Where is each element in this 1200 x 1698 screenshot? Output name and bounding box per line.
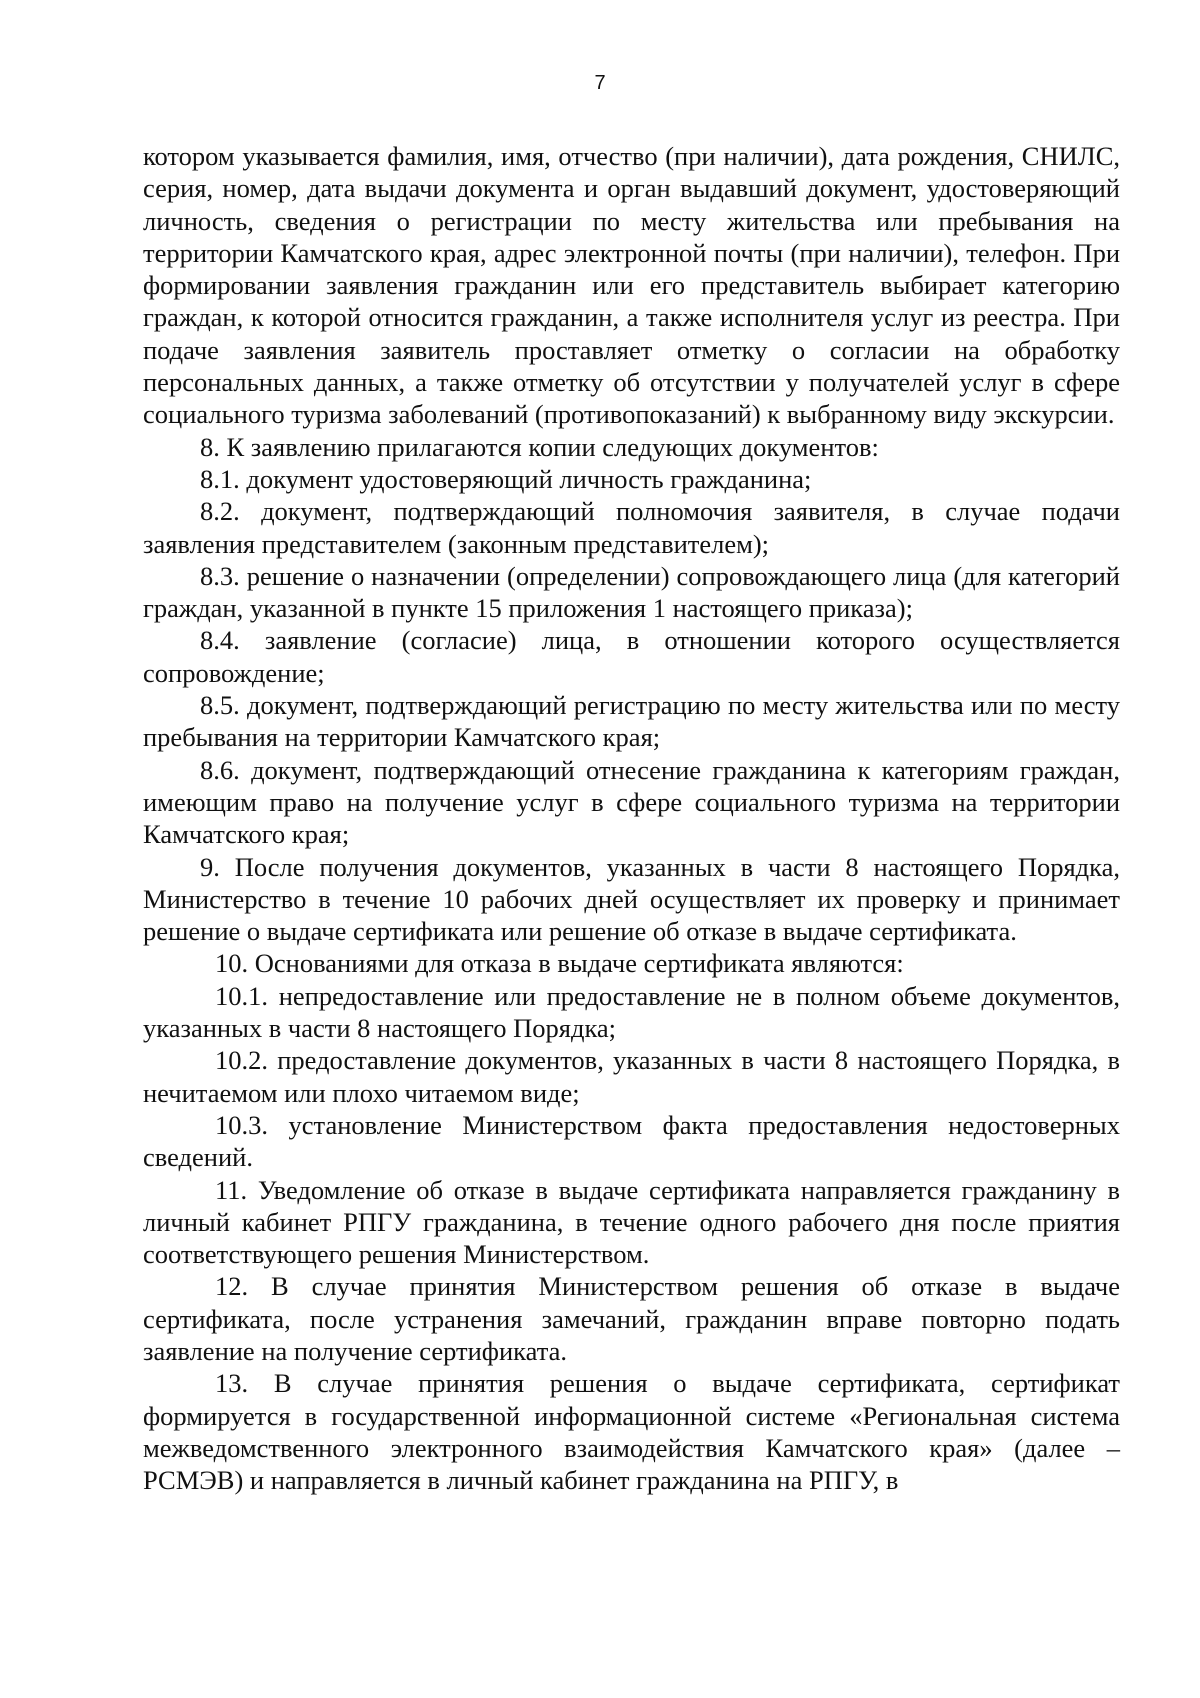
paragraph-item-8-5: 8.5. документ, подтверждающий регистрацию по месту жительства или по месту пребывания на территории Камчатского края; bbox=[143, 690, 1120, 753]
paragraph-item-8-6: 8.6. документ, подтверждающий отнесение гражданина к категориям граждан, имеющим право на получение услуг в сфере социального туризма на территории Камчатского края; bbox=[143, 754, 1120, 850]
paragraph-item-8-3: 8.3. решение о назначении (определении) сопровождающего лица (для категорий граждан, указанной в пункте 15 приложения 1 настоящего приказа); bbox=[143, 560, 1120, 624]
paragraph-continuation: котором указывается фамилия, имя, отчество (при наличии), дата рождения, СНИЛС, серия, номер, дата выдачи документа и орган выдавший документ, удостоверяющий личность, сведения о регистрации по месту жительства или пребывания на территории Камчатского края, адрес электронной почты (при наличии), телефон. При формировании заявления гражданин или его представитель выбирает категорию граждан, к которой относится гражданин, а также исполнителя услуг из реестра. При подаче заявления заявитель проставляет отметку о согласии на обработку персональных данных, а также отметку об отсутствии у получателей услуг в сфере социального туризма заболеваний (противопоказаний) к выбранному виду экскурсии. bbox=[143, 141, 1120, 430]
document-body bbox=[143, 140, 1120, 1496]
paragraph-item-10: 10. Основаниями для отказа в выдаче сертификата являются: bbox=[215, 948, 904, 979]
paragraph-item-10-2: 10.2. предоставление документов, указанных в части 8 настоящего Порядка, в нечитаемом или плохо читаемом виде; bbox=[143, 1045, 1120, 1108]
paragraph-item-10-3: 10.3. установление Министерством факта предоставления недостоверных сведений. bbox=[143, 1109, 1120, 1173]
paragraph-item-8-1: 8.1. документ удостоверяющий личность гражданина; bbox=[200, 463, 812, 494]
paragraph-item-11: 11. Уведомление об отказе в выдаче сертификата направляется гражданину в личный кабинет РПГУ гражданина, в течение одного рабочего дня после приятия соответствующего решения Министерством. bbox=[143, 1174, 1120, 1270]
paragraph-item-10-1: 10.1. непредоставление или предоставление не в полном объеме документов, указанных в части 8 настоящего Порядка; bbox=[143, 980, 1120, 1044]
page-number: 7 bbox=[594, 72, 606, 94]
paragraph-item-8: 8. К заявлению прилагаются копии следующих документов: bbox=[200, 431, 879, 462]
paragraph-item-9: 9. После получения документов, указанных в части 8 настоящего Порядка, Министерство в течение 10 рабочих дней осуществляет их проверку и принимает решение о выдаче сертификата или решение об отказе в выдаче сертификата. bbox=[143, 851, 1120, 947]
paragraph-item-8-2: 8.2. документ, подтверждающий полномочия заявителя, в случае подачи заявления представителем (законным представителем); bbox=[143, 496, 1120, 559]
paragraph-item-8-4: 8.4. заявление (согласие) лица, в отношении которого осуществляется сопровождение; bbox=[143, 625, 1120, 688]
paragraph-item-12: 12. В случае принятия Министерством решения об отказе в выдаче сертификата, после устранения замечаний, гражданин вправе повторно подать заявление на получение сертификата. bbox=[143, 1271, 1120, 1366]
paragraph-item-13: 13. В случае принятия решения о выдаче сертификата, сертификат формируется в государственной информационной системе «Региональная система межведомственного электронного взаимодействия Камчатского края» (далее – РСМЭВ) и направляется в личный кабинет гражданина на РПГУ, в bbox=[143, 1368, 1120, 1496]
